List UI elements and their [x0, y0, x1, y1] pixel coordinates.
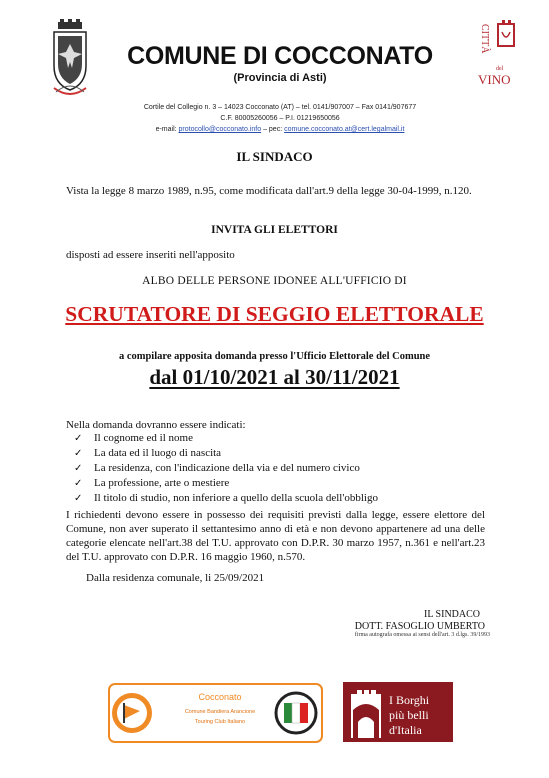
requirements-list [74, 431, 378, 506]
bandiera-arancione-badge [108, 683, 323, 743]
pec-prefix: – pec: [261, 126, 285, 133]
email-prefix: e-mail: [155, 126, 179, 133]
borghi-line-1: I Borghi [389, 693, 430, 707]
borghi-line-2: più belli [389, 708, 429, 722]
requirements-paragraph: I richiedenti devono essere in possesso dei requisiti previsti dalla legge, essere elettore del Comune, non aver superato il settantesimo anno di età e non devono appartenere ad una delle categorie elencate nell'art.38 del T.U. approvato con D.P.R. 30 marzo 1957, n.361 e nell'art.23 del T.U. approvato con D.P.R. 16 maggio 1960, n.570. [66, 509, 485, 563]
invita-heading: INVITA GLI ELETTORI [211, 224, 338, 236]
check-icon: ✓ [74, 478, 83, 489]
list-item [74, 431, 378, 446]
tax-id-line: C.F. 80005260056 – P.I. 01219650056 [220, 115, 340, 122]
legge-paragraph: Vista la legge 8 marzo 1989, n.95, come modificata dall'art.9 della legge 30-04-1999, n.120. [66, 185, 472, 197]
signature-name: DOTT. FASOGLIO UMBERTO [354, 621, 485, 632]
list-item [74, 461, 378, 476]
requirement-text: La data ed il luogo di nascita [94, 447, 222, 459]
vino-logo-text: VINO [478, 72, 511, 87]
municipality-title: COMUNE DI COCCONATO [127, 42, 433, 70]
list-item [74, 476, 378, 491]
badge-line-2: Touring Club Italiano [194, 719, 246, 725]
list-item [74, 446, 378, 461]
check-icon: ✓ [74, 493, 83, 504]
signature-note: firma autografa omessa ai sensi dell'art. 3 d.lgs. 39/1993 [354, 632, 490, 638]
address-line: Cortile del Collegio n. 3 – 14023 Cocconato (AT) – tel. 0141/907007 – Fax 0141/907677 [143, 104, 417, 111]
citta-logo-text: CITTÀ [479, 24, 490, 54]
sindaco-heading: IL SINDACO [236, 149, 313, 164]
requirement-text: Il titolo di studio, non inferiore a quello della scuola dell'obbligo [94, 492, 378, 504]
list-item [74, 491, 378, 506]
del-logo-text: del [496, 66, 504, 72]
compilare-text: a compilare apposita domanda presso l'Ufficio Elettorale del Comune [118, 351, 431, 362]
domanda-intro: Nella domanda dovranno essere indicati: [66, 419, 246, 431]
badge-line-1: Comune Bandiera Arancione [184, 709, 256, 715]
date-place-line: Dalla residenza comunale, li 25/09/2021 [86, 572, 265, 584]
requirement-text: Il cognome ed il nome [94, 432, 193, 444]
date-range: dal 01/10/2021 al 30/11/2021 [149, 365, 400, 389]
requirement-text: La professione, arte o mestiere [94, 477, 230, 489]
email-link[interactable]: protocollo@cocconato.info [178, 126, 262, 133]
contact-line [95, 126, 465, 133]
requirement-text: La residenza, con l'indicazione della via e del numero civico [94, 462, 360, 474]
pec-link[interactable]: comune.cocconato.at@cert.legalmail.it [284, 126, 405, 133]
borghi-piu-belli-logo [343, 682, 453, 742]
province-subtitle: (Provincia di Asti) [233, 72, 327, 84]
check-icon: ✓ [74, 448, 83, 459]
albo-text: ALBO DELLE PERSONE IDONEE ALL'UFFICIO DI [142, 275, 407, 287]
citta-del-vino-logo [468, 18, 523, 98]
borghi-line-3: d'Italia [389, 723, 422, 737]
badge-title: Cocconato [198, 692, 242, 702]
check-icon: ✓ [74, 433, 83, 444]
municipal-coat-of-arms [50, 18, 90, 98]
disposti-text: disposti ad essere inseriti nell'apposito [66, 249, 235, 261]
signature-role: IL SINDACO [423, 609, 480, 620]
scrutatore-title: SCRUTATORE DI SEGGIO ELETTORALE [65, 302, 484, 326]
check-icon: ✓ [74, 463, 83, 474]
